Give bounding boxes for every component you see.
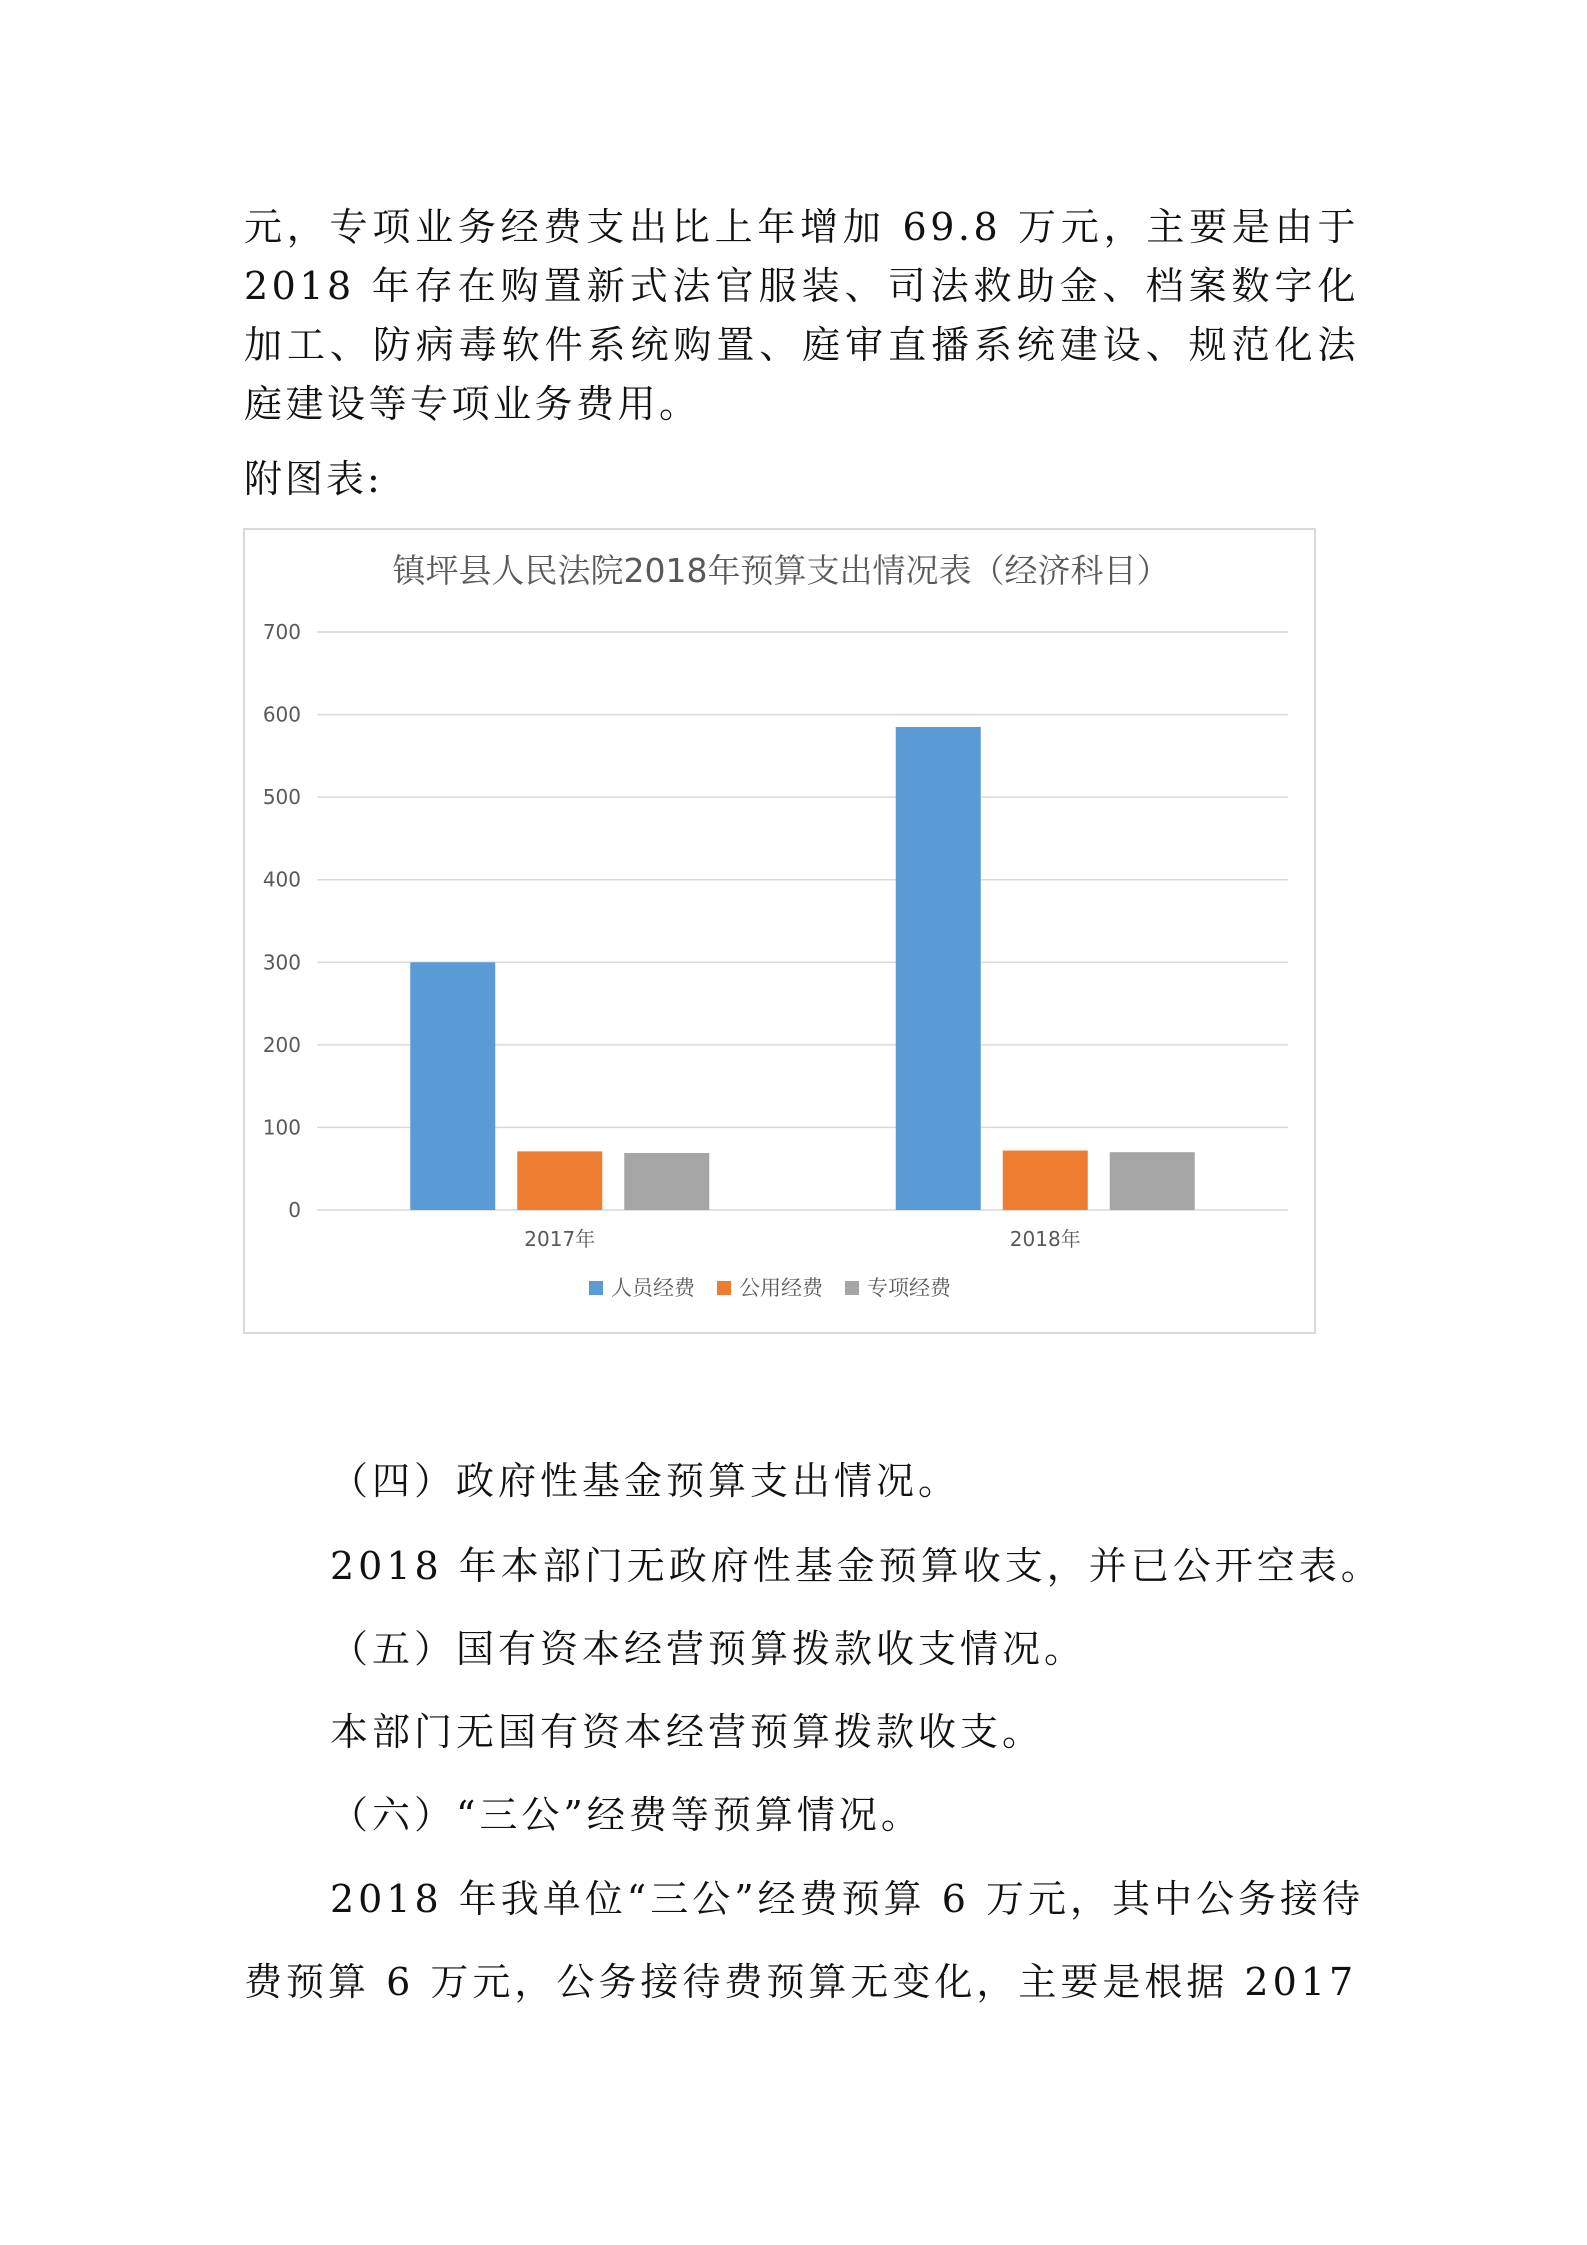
y-tick-label: 100 <box>262 1115 301 1140</box>
bar <box>1003 1151 1088 1210</box>
x-tick-label: 2017年 <box>524 1227 596 1251</box>
y-tick-label: 200 <box>262 1032 301 1057</box>
y-tick-label: 300 <box>262 950 301 975</box>
intro-paragraph: 元，专项业务经费支出比上年增加 69.8 万元，主要是由于 2018 年存在购置新式法官服装、司法救助金、档案数字化加工、防病毒软件系统购置、庭审直播系统建设、规范化法庭建设等专项业务费用。 <box>244 205 1359 426</box>
bar <box>1110 1152 1195 1210</box>
legend-swatch <box>845 1281 859 1295</box>
legend-label: 人员经费 <box>611 1276 695 1300</box>
attachment-label: 附图表: <box>244 457 383 501</box>
section-6-heading: （六）“三公”经费等预算情况。 <box>330 1793 923 1837</box>
y-tick-label: 600 <box>262 702 301 727</box>
y-tick-label: 500 <box>262 785 301 810</box>
bar <box>517 1151 602 1210</box>
bar <box>410 962 495 1210</box>
legend-swatch <box>589 1281 603 1295</box>
bar <box>624 1153 709 1210</box>
chart-canvas <box>245 530 1318 1336</box>
section-6-body-line-1: 2018 年我单位“三公”经费预算 6 万元，其中公务接待 <box>330 1877 1364 1921</box>
legend-label: 专项经费 <box>867 1276 951 1300</box>
section-4-heading: （四）政府性基金预算支出情况。 <box>330 1459 961 1503</box>
y-tick-label: 700 <box>262 620 301 644</box>
budget-chart <box>243 528 1316 1334</box>
bar <box>896 727 981 1210</box>
section-5-body: 本部门无国有资本经营预算拨款收支。 <box>330 1710 1045 1754</box>
legend-swatch <box>717 1281 731 1295</box>
y-tick-label: 400 <box>262 867 301 892</box>
section-5-heading: （五）国有资本经营预算拨款收支情况。 <box>330 1627 1087 1671</box>
y-tick-label: 0 <box>288 1198 301 1222</box>
x-tick-label: 2018年 <box>1009 1227 1081 1251</box>
chart-title: 镇坪县人民法院2018年预算支出情况表（经济科目） <box>392 551 1170 590</box>
section-4-body: 2018 年本部门无政府性基金预算收支，并已公开空表。 <box>330 1544 1383 1588</box>
section-6-body-line-2: 费预算 6 万元，公务接待费预算无变化，主要是根据 2017 <box>244 1960 1358 2004</box>
legend-label: 公用经费 <box>739 1276 823 1300</box>
